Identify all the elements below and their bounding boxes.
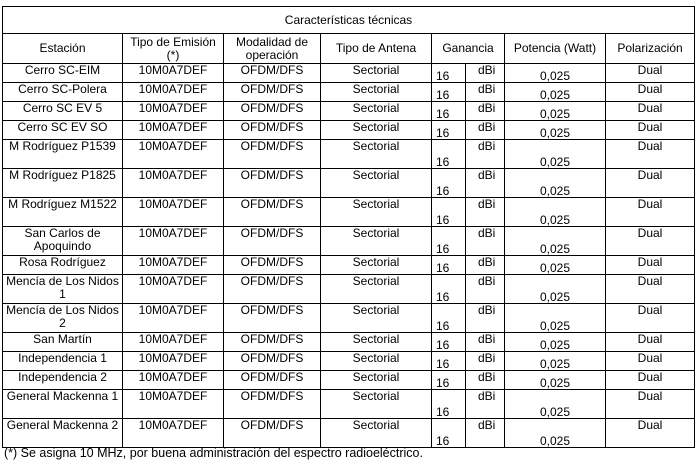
power-cell: 0,025 [505, 275, 606, 304]
emission-cell: 10M0A7DEF [123, 390, 224, 419]
power-cell: 0,025 [505, 256, 606, 275]
gain-value-cell: 16 [432, 169, 466, 198]
antenna-cell: Sectorial [321, 198, 432, 227]
station-cell: Cerro SC EV 5 [3, 102, 123, 121]
gain-unit-cell: dBi [466, 304, 505, 333]
polarization-cell: Dual [606, 304, 695, 333]
polarization-cell: Dual [606, 275, 695, 304]
technical-specs-document [2, 6, 695, 460]
emission-cell: 10M0A7DEF [123, 256, 224, 275]
gain-value-cell: 16 [432, 198, 466, 227]
gain-unit-cell: dBi [466, 140, 505, 169]
footnote: (*) Se asigna 10 MHz, por buena administración del espectro radioeléctrico. [4, 446, 423, 460]
mode-cell: OFDM/DFS [224, 102, 321, 121]
table-row [3, 140, 695, 169]
table-title: Características técnicas [3, 7, 695, 34]
gain-unit-cell: dBi [466, 83, 505, 102]
mode-cell: OFDM/DFS [224, 304, 321, 333]
gain-value-cell: 16 [432, 83, 466, 102]
station-cell: Cerro SC-EIM [3, 64, 123, 83]
station-cell: M Rodríguez P1539 [3, 140, 123, 169]
header-station: Estación [3, 34, 123, 64]
emission-cell: 10M0A7DEF [123, 140, 224, 169]
emission-cell: 10M0A7DEF [123, 198, 224, 227]
antenna-cell: Sectorial [321, 140, 432, 169]
gain-unit-cell: dBi [466, 64, 505, 83]
mode-cell: OFDM/DFS [224, 198, 321, 227]
power-cell: 0,025 [505, 419, 606, 448]
station-cell: M Rodríguez M1522 [3, 198, 123, 227]
power-cell: 0,025 [505, 333, 606, 352]
antenna-cell: Sectorial [321, 64, 432, 83]
polarization-cell: Dual [606, 198, 695, 227]
gain-unit-cell: dBi [466, 275, 505, 304]
antenna-cell: Sectorial [321, 102, 432, 121]
polarization-cell: Dual [606, 227, 695, 256]
mode-cell: OFDM/DFS [224, 352, 321, 371]
power-cell: 0,025 [505, 83, 606, 102]
gain-value-cell: 16 [432, 419, 466, 448]
gain-unit-cell: dBi [466, 256, 505, 275]
gain-unit-cell: dBi [466, 102, 505, 121]
station-cell: General Mackenna 2 [3, 419, 123, 448]
polarization-cell: Dual [606, 102, 695, 121]
antenna-cell: Sectorial [321, 227, 432, 256]
gain-value-cell: 16 [432, 275, 466, 304]
station-cell: General Mackenna 1 [3, 390, 123, 419]
header-power: Potencia (Watt) [505, 34, 606, 64]
mode-cell: OFDM/DFS [224, 275, 321, 304]
mode-cell: OFDM/DFS [224, 121, 321, 140]
gain-unit-cell: dBi [466, 371, 505, 390]
table-row [3, 304, 695, 333]
emission-cell: 10M0A7DEF [123, 371, 224, 390]
station-cell: Independencia 1 [3, 352, 123, 371]
emission-cell: 10M0A7DEF [123, 419, 224, 448]
power-cell: 0,025 [505, 352, 606, 371]
mode-cell: OFDM/DFS [224, 256, 321, 275]
station-cell: Mencía de Los Nidos 1 [3, 275, 123, 304]
mode-cell: OFDM/DFS [224, 64, 321, 83]
station-cell: Mencía de Los Nidos 2 [3, 304, 123, 333]
polarization-cell: Dual [606, 333, 695, 352]
station-cell: Cerro SC-Polera [3, 83, 123, 102]
emission-cell: 10M0A7DEF [123, 83, 224, 102]
power-cell: 0,025 [505, 198, 606, 227]
specs-table [2, 6, 695, 448]
antenna-cell: Sectorial [321, 371, 432, 390]
table-row [3, 169, 695, 198]
polarization-cell: Dual [606, 64, 695, 83]
gain-value-cell: 16 [432, 64, 466, 83]
gain-unit-cell: dBi [466, 198, 505, 227]
mode-cell: OFDM/DFS [224, 390, 321, 419]
mode-cell: OFDM/DFS [224, 227, 321, 256]
antenna-cell: Sectorial [321, 169, 432, 198]
power-cell: 0,025 [505, 390, 606, 419]
gain-value-cell: 16 [432, 304, 466, 333]
power-cell: 0,025 [505, 140, 606, 169]
mode-cell: OFDM/DFS [224, 169, 321, 198]
polarization-cell: Dual [606, 419, 695, 448]
antenna-cell: Sectorial [321, 333, 432, 352]
table-row [3, 371, 695, 390]
power-cell: 0,025 [505, 304, 606, 333]
table-row [3, 64, 695, 83]
emission-cell: 10M0A7DEF [123, 227, 224, 256]
emission-cell: 10M0A7DEF [123, 352, 224, 371]
polarization-cell: Dual [606, 390, 695, 419]
gain-value-cell: 16 [432, 256, 466, 275]
gain-value-cell: 16 [432, 333, 466, 352]
station-cell: San Carlos de Apoquindo [3, 227, 123, 256]
header-gain: Ganancia [432, 34, 505, 64]
polarization-cell: Dual [606, 371, 695, 390]
table-row [3, 390, 695, 419]
gain-value-cell: 16 [432, 102, 466, 121]
polarization-cell: Dual [606, 256, 695, 275]
polarization-cell: Dual [606, 83, 695, 102]
gain-unit-cell: dBi [466, 121, 505, 140]
mode-cell: OFDM/DFS [224, 83, 321, 102]
emission-cell: 10M0A7DEF [123, 169, 224, 198]
emission-cell: 10M0A7DEF [123, 275, 224, 304]
table-row [3, 83, 695, 102]
table-row [3, 333, 695, 352]
mode-cell: OFDM/DFS [224, 333, 321, 352]
antenna-cell: Sectorial [321, 121, 432, 140]
polarization-cell: Dual [606, 140, 695, 169]
table-row [3, 198, 695, 227]
antenna-cell: Sectorial [321, 83, 432, 102]
power-cell: 0,025 [505, 227, 606, 256]
gain-value-cell: 16 [432, 227, 466, 256]
mode-cell: OFDM/DFS [224, 419, 321, 448]
station-cell: Rosa Rodríguez [3, 256, 123, 275]
station-cell: San Martín [3, 333, 123, 352]
gain-value-cell: 16 [432, 371, 466, 390]
power-cell: 0,025 [505, 169, 606, 198]
table-row [3, 102, 695, 121]
header-mode: Modalidad de operación [224, 34, 321, 64]
emission-cell: 10M0A7DEF [123, 333, 224, 352]
antenna-cell: Sectorial [321, 390, 432, 419]
antenna-cell: Sectorial [321, 352, 432, 371]
emission-cell: 10M0A7DEF [123, 102, 224, 121]
power-cell: 0,025 [505, 64, 606, 83]
antenna-cell: Sectorial [321, 304, 432, 333]
station-cell: M Rodríguez P1825 [3, 169, 123, 198]
emission-cell: 10M0A7DEF [123, 304, 224, 333]
gain-value-cell: 16 [432, 140, 466, 169]
polarization-cell: Dual [606, 169, 695, 198]
gain-unit-cell: dBi [466, 352, 505, 371]
header-antenna: Tipo de Antena [321, 34, 432, 64]
gain-value-cell: 16 [432, 121, 466, 140]
mode-cell: OFDM/DFS [224, 140, 321, 169]
antenna-cell: Sectorial [321, 256, 432, 275]
antenna-cell: Sectorial [321, 275, 432, 304]
gain-unit-cell: dBi [466, 227, 505, 256]
gain-unit-cell: dBi [466, 333, 505, 352]
gain-unit-cell: dBi [466, 390, 505, 419]
power-cell: 0,025 [505, 102, 606, 121]
header-row [3, 34, 695, 64]
header-polarization: Polarización [606, 34, 695, 64]
emission-cell: 10M0A7DEF [123, 121, 224, 140]
table-row [3, 256, 695, 275]
gain-value-cell: 16 [432, 390, 466, 419]
gain-unit-cell: dBi [466, 169, 505, 198]
table-row [3, 275, 695, 304]
table-row [3, 227, 695, 256]
table-row [3, 352, 695, 371]
polarization-cell: Dual [606, 121, 695, 140]
gain-unit-cell: dBi [466, 419, 505, 448]
table-row [3, 121, 695, 140]
emission-cell: 10M0A7DEF [123, 64, 224, 83]
power-cell: 0,025 [505, 371, 606, 390]
header-emission: Tipo de Emisión (*) [123, 34, 224, 64]
table-row [3, 419, 695, 448]
antenna-cell: Sectorial [321, 419, 432, 448]
station-cell: Independencia 2 [3, 371, 123, 390]
gain-value-cell: 16 [432, 352, 466, 371]
station-cell: Cerro SC EV SO [3, 121, 123, 140]
polarization-cell: Dual [606, 352, 695, 371]
mode-cell: OFDM/DFS [224, 371, 321, 390]
power-cell: 0,025 [505, 121, 606, 140]
